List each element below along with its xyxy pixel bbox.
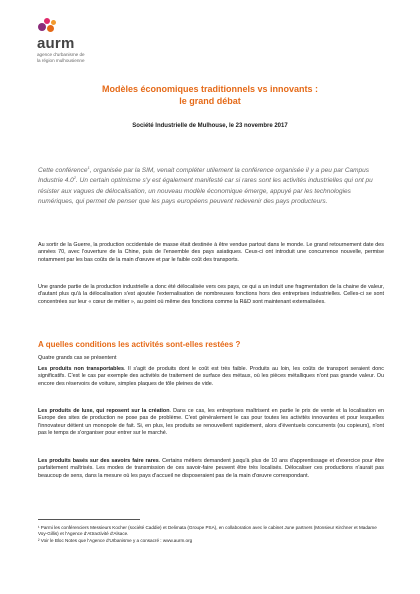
body-paragraph-2: Une grande partie de la production industrielle a donc été délocalisée vers ces pays, ce qui a un induit une fragmentation de la chaine de valeur, d'autant plus qu'à la délocalisation s'est ajoutée l'externalisation de nombreuses fonctions hors des entreprises industrielles. Celles-ci se sont concentrées sur leur « cœur de métier », au point où même des fonctions comme la R&D sont maintenant externalisées. [38,284,384,305]
intro-paragraph [38,166,384,208]
title-line-2: le grand débat [179,96,241,106]
logo-dot [44,18,50,24]
case-2-text: . Dans ce cas, les entreprises maîtrisent en partie le prix de vente et la localisation en Europe des sites de production ne pose pas de problème. C'est généralement le cas pour toutes les activités innovantes et pour lesquelles l'innovateur détient un monopole de fait. Si, en plus, les produits se renouvellent rapidement, alors d'éventuels concurrents (ou copieurs), n'ont pas le temps de s'organiser pour entrer sur le marché. [38,408,385,436]
logo-dot [38,23,46,31]
case-paragraph-1 [38,366,384,388]
intro-text-3: . Un certain optimisme s'y est également manifesté car si rares sont les activités industrielles qui ont pu résister aux vagues de délocalisation, un nouveau modèle économique émerge, appuyé par les technologies numériques, qui permet de penser que les pays européens peuvent redevenir des pays producteurs. [38,177,373,206]
aurm-logo [37,18,117,64]
logo-dot [47,25,54,32]
logo-wordmark: aurm [37,35,75,52]
footnotes [38,525,384,544]
case-paragraph-2 [38,408,384,437]
footnote-ref-1: 1 [87,164,90,170]
case-3-text: . Certains métiers demandent jusqu'à plus de 10 ans d'apprentissage et d'exercice pour être parfaitement maîtrisés. Les modes de transmission de ces savoir-faire peuvent être très localisés. Délocaliser ces productions n'aurait pas beaucoup de sens, dans la mesure où les pays d'accueil ne disposeraient pas de la main d'œuvre correspondant. [38,458,384,479]
footnote-1: ¹ Parmi les conférenciers Messieurs Kocher (société Caddie) et Delimata (Groupe PSA), en collaboration avec le cabinet June partners (Monsieur Kirchner et Madame Voy-Gillis) et l'Agence d'Attractivité d'Alsace. [38,525,377,537]
document-title [0,83,420,107]
body-paragraph-1: Au sortir de la Guerre, la production occidentale de masse était destinée à être vendue partout dans le monde. Le grand retournement date des années 70, avec l'ouverture de la Chine, puis de l'ensemble des pays asiatiques. Ceux-ci ont introduit une concurrence nouvelle, permise notamment par les bas coûts de la main d'œuvre et par le faible coût des transports. [38,242,384,263]
logo-tagline-line-2: la région mulhousienne [37,58,85,64]
footnote-2: ² Voir le Bloc Notes que l'Agence d'Urbanisme y a consacré : www.aurm.org [38,537,193,543]
case-1-text: . Il s'agit de produits dont le coût est très faible. Produits au loin, les coûts de transport seraient donc significatifs. C'est le cas par exemple des activités de traitement de surface des métaux, où les pièces métalliques n'ont pas grande valeur. Ou encore des réservoirs de voiture, simples plaques de tôle pleines de vide. [38,366,384,387]
intro-text-2: , organisée par la SIM, venait compléter utilement la conférence organisée il y a peu par Campus Industrie 4.0 [38,167,370,185]
event-subtitle: Société Industrielle de Mulhouse, le 23 novembre 2017 [132,123,288,129]
logo-dot [51,20,56,25]
logo-dots [38,18,117,36]
case-paragraph-3 [38,458,384,480]
footnote-ref-2: 2 [73,175,77,181]
section-heading: A quelles conditions les activités sont-elles restées ? [38,340,241,349]
title-line-1: Modèles économiques traditionnels vs innovants : [101,84,319,94]
case-3-label: Les produits basés sur des savoirs faire rares [38,458,159,464]
footnote-divider [38,519,140,520]
case-2-label: Les produits de luxe, qui reposent sur la création [38,408,170,414]
logo-tagline-line-1: agence d'urbanisme de [37,52,85,57]
case-1-label: Les produits non transportables [38,366,124,372]
section-lead: Quatre grands cas se présentent [38,355,117,361]
intro-text-1: Cette conférence [38,167,88,174]
